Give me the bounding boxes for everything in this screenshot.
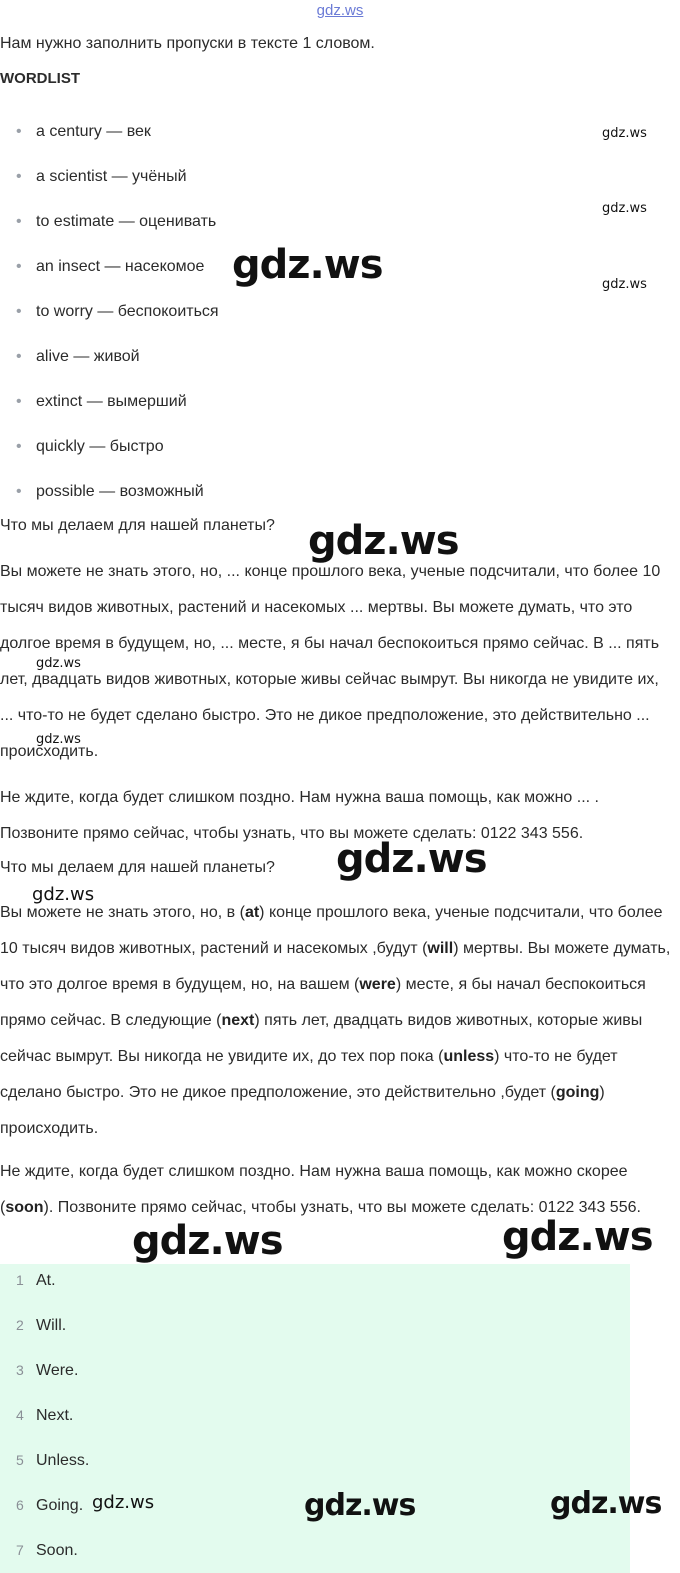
answer-number: 7 (16, 1542, 24, 1558)
wordlist-item (16, 249, 219, 294)
answer-item (16, 1397, 73, 1434)
wordlist-item (16, 429, 219, 474)
watermark-large: gdz.ws (550, 1486, 662, 1521)
answer-word: soon (5, 1199, 44, 1216)
filled-text-title: Что мы делаем для нашей планеты? (0, 859, 275, 876)
watermark-large: gdz.ws (502, 1214, 653, 1260)
wordlist-item (16, 339, 219, 384)
watermark-medium: gdz.ws (32, 884, 95, 905)
gap-text-paragraph: Вы можете не знать этого, но, ... конце прошлого века, ученые подсчитали, что более 10 тысяч видов животных, растений и насекомых ... мертвы. Вы можете думать, что это долгое время в будущем, но, ... месте, я бы начал беспокоиться прямо сейчас. В ... пять лет, двадцать видов животных, которые живы сейчас вымрут. Вы никогда не увидите их, ... что-то не будет сделано быстро. Это не дикое предположение, это действительно ... происходить. (0, 563, 661, 760)
watermark-small: gdz.ws (602, 126, 647, 141)
text-title: Что мы делаем для нашей планеты? (0, 517, 275, 534)
watermark-small: gdz.ws (36, 656, 81, 671)
wordlist-entry: to estimate — оценивать (36, 213, 217, 230)
wordlist-item (16, 384, 219, 429)
watermark-large: gdz.ws (132, 1218, 283, 1264)
wordlist-entry: alive — живой (36, 348, 140, 365)
answer-value: Next. (36, 1407, 74, 1424)
answer-word: unless (443, 1048, 495, 1065)
bullet-icon: • (16, 393, 22, 410)
answer-item (16, 1532, 78, 1569)
answer-value: Were. (36, 1362, 79, 1379)
watermark-large: gdz.ws (336, 836, 487, 882)
bullet-icon: • (16, 348, 22, 365)
answer-item (16, 1352, 78, 1389)
answer-number: 2 (16, 1317, 24, 1333)
wordlist-entry: a century — век (36, 123, 151, 140)
wordlist-entry: quickly — быстро (36, 438, 164, 455)
bullet-icon: • (16, 258, 22, 275)
gap-text-paragraph-2: Не ждите, когда будет слишком поздно. Нам нужна ваша помощь, как можно ... . Позвоните прямо сейчас, чтобы узнать, что вы можете сделать: 0122 343 556. (0, 789, 599, 842)
text-segment: ) мертвы. Вы можете думать, что это долгое время в будущем, но, на вашем ( (0, 940, 671, 993)
answer-value: Going. (36, 1497, 84, 1514)
filled-text-paragraph (0, 895, 676, 1147)
watermark-medium: gdz.ws (92, 1492, 155, 1513)
answer-value: Will. (36, 1317, 67, 1334)
wordlist-entry: possible — возможный (36, 483, 204, 500)
answer-word: going (555, 1084, 600, 1101)
answer-word: next (221, 1012, 255, 1029)
wordlist-item (16, 114, 219, 159)
answer-number: 3 (16, 1362, 24, 1378)
wordlist-entry: to worry — беспокоиться (36, 303, 219, 320)
bullet-icon: • (16, 123, 22, 140)
text-segment: ). Позвоните прямо сейчас, чтобы узнать, что вы можете сделать: 0122 343 556. (43, 1199, 641, 1216)
text-segment: ) конце прошлого века, ученые подсчитали, что более 10 тысяч видов животных, растений и насекомых ,будут ( (0, 904, 663, 957)
watermark-small: gdz.ws (602, 201, 647, 216)
answer-value: Soon. (36, 1542, 78, 1559)
answer-item (16, 1307, 66, 1344)
text-segment: Не ждите, когда будет слишком поздно. Нам нужна ваша помощь, как можно скорее ( (0, 1163, 628, 1216)
answer-item (16, 1442, 89, 1479)
watermark-link[interactable]: gdz.ws (316, 2, 364, 19)
text-segment: ) что-то не будет сделано быстро. Это не дикое предположение, это действительно ,будет ( (0, 1048, 618, 1101)
bullet-icon: • (16, 483, 22, 500)
wordlist-entry: extinct — вымерший (36, 393, 187, 410)
watermark-large: gdz.ws (232, 242, 383, 288)
bullet-icon: • (16, 303, 22, 320)
text-segment: ) пять лет, двадцать видов животных, которые живы сейчас вымрут. Вы никогда не увидите их, до тех пор пока ( (0, 1012, 643, 1065)
text-segment: ) месте, я бы начал беспокоиться прямо сейчас. В следующие ( (0, 976, 646, 1029)
wordlist-entry: an insect — насекомое (36, 258, 205, 275)
wordlist-entry: a scientist — учёный (36, 168, 187, 185)
watermark-large: gdz.ws (308, 518, 459, 564)
answer-word: will (427, 940, 454, 957)
text-segment: Вы можете не знать этого, но, в ( (0, 904, 245, 921)
answer-number: 6 (16, 1497, 24, 1513)
wordlist-item (16, 204, 219, 249)
answer-item (16, 1262, 56, 1299)
answer-item (16, 1487, 83, 1524)
watermark-large: gdz.ws (304, 1488, 416, 1523)
answer-value: At. (36, 1272, 56, 1289)
answer-value: Unless. (36, 1452, 90, 1469)
watermark-small: gdz.ws (36, 732, 81, 747)
answer-word: were (359, 976, 396, 993)
answer-word: at (244, 904, 260, 921)
task-intro: Нам нужно заполнить пропуски в тексте 1 словом. (0, 35, 375, 52)
answers-box (0, 1264, 630, 1573)
wordlist-item (16, 159, 219, 204)
bullet-icon: • (16, 168, 22, 185)
wordlist-heading: WORDLIST (0, 70, 80, 87)
answer-number: 5 (16, 1452, 24, 1468)
bullet-icon: • (16, 213, 22, 230)
answer-number: 1 (16, 1272, 24, 1288)
wordlist-item (16, 294, 219, 339)
wordlist (16, 114, 219, 519)
text-segment: ) происходить. (0, 1084, 605, 1137)
answer-number: 4 (16, 1407, 24, 1423)
bullet-icon: • (16, 438, 22, 455)
watermark-small: gdz.ws (602, 277, 647, 292)
